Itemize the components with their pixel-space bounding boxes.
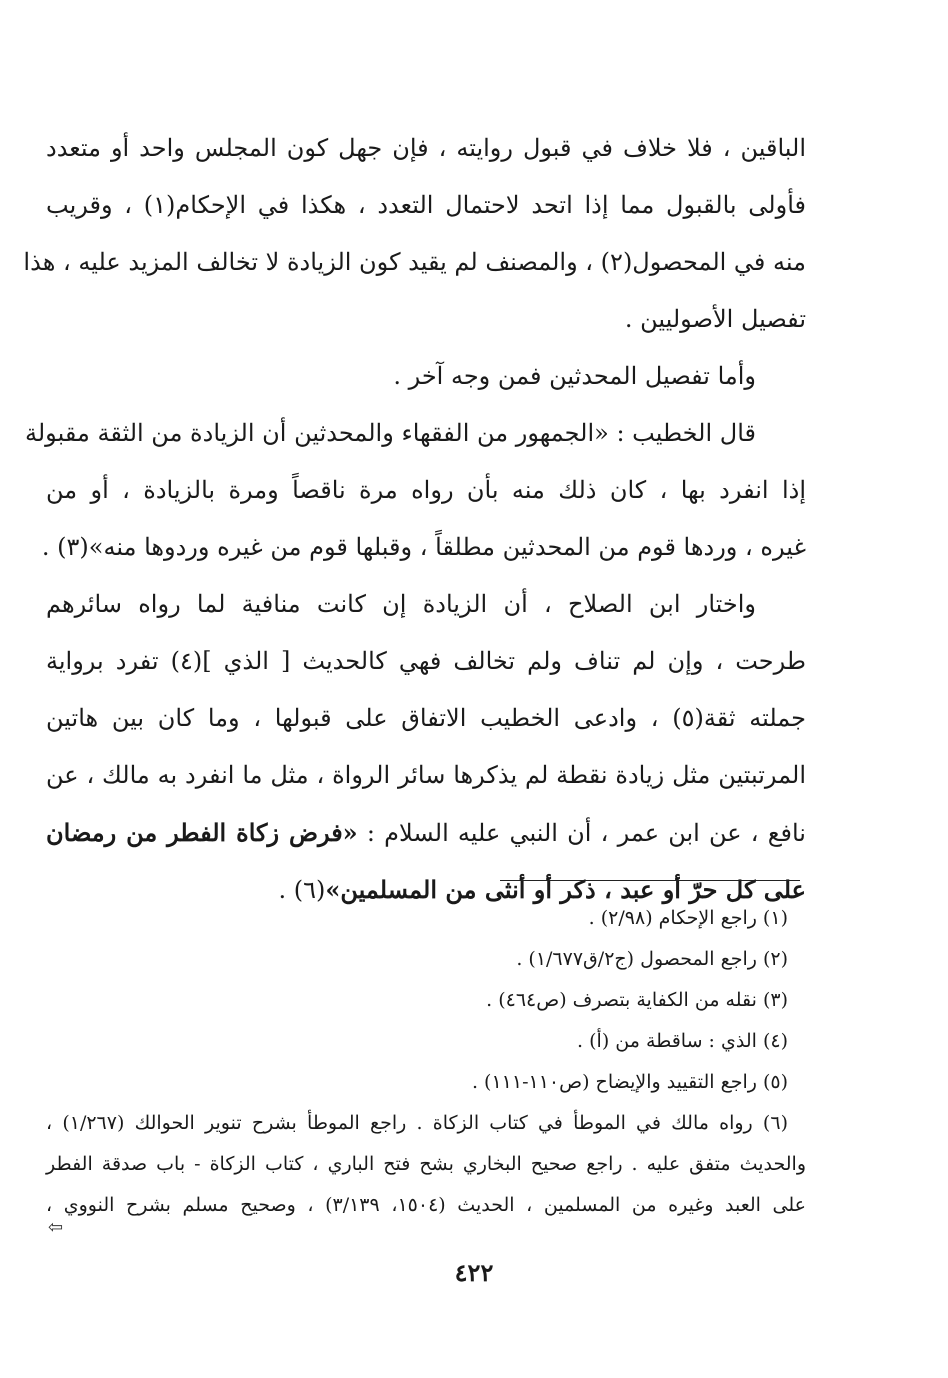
page-number: ٤٢٢ [454,1258,494,1287]
continuation-arrow-icon: ⇦ [48,1217,64,1238]
footnote-item: (٢) راجع المحصول (ج٢/ق١/٦٧٧) . [516,948,788,970]
text-line: فأولى بالقبول مما إذا اتحد لاحتمال التعدد ، هكذا في الإحكام(١) ، وقريب [46,191,806,219]
text-line: قال الخطيب : «الجمهور من الفقهاء والمحدثين أن الزيادة من الثقة مقبولة [25,419,756,447]
text-line: تفصيل الأصوليين . [624,305,806,333]
text-line: غيره ، وردها قوم من المحدثين مطلقاً ، وقبلها قوم من غيره وردوها منه»(٣) . [41,533,806,561]
text-line: جملته ثقة(٥) ، وادعى الخطيب الاتفاق على قبولها ، وما كان بين هاتين [46,704,806,732]
text-line [46,804,806,861]
text-line: المرتبتين مثل زيادة نقطة لم يذكرها سائر الرواة ، مثل ما انفرد به مالك ، عن [46,761,806,789]
text-line: إذا انفرد بها ، كان ذلك منه بأن رواه مرة ناقصاً ومرة بالزيادة ، أو من [46,476,806,504]
footnote-continuation: والحديث متفق عليه . راجع صحيح البخاري بشح فتح الباري ، كتاب الزكاة - باب صدقة الفطر [46,1153,806,1175]
footnote-reference: (٦) . [278,876,326,904]
main-text [23,120,806,918]
text-line: الباقين ، فلا خلاف في قبول روايته ، فإن جهل كون المجلس واحد أو متعدد [46,134,806,162]
footnotes [46,898,806,1226]
footnote-item: (١) راجع الإحكام (٢/٩٨) . [588,907,788,929]
footnote-item: (٥) راجع التقييد والإيضاح (ص١١٠-١١١) . [471,1071,788,1093]
text-line: واختار ابن الصلاح ، أن الزيادة إن كانت منافية لما رواه سائرهم [46,590,756,618]
text-segment: نافع ، عن ابن عمر ، أن النبي عليه السلام : [357,819,806,847]
footnote-item: (٣) نقله من الكفاية بتصرف (ص٤٦٤) . [486,989,788,1011]
hadith-quote-bold: «فرض زكاة الفطر من رمضان [46,818,358,847]
text-line: طرحت ، وإن لم تناف ولم تخالف فهي كالحديث [ الذي ](٤) تفرد برواية [46,647,806,675]
footnote-item: (٦) رواه مالك في الموطأ في كتاب الزكاة . راجع الموطأ بشرح تنوير الحوالك (١/٢٦٧) ، [46,1112,788,1134]
footnote-separator [500,880,800,881]
hadith-quote-bold: على كل حرّ أو عبد ، ذكر أو أنثى من المسلمين» [325,875,806,904]
footnote-continuation: على العبد وغيره من المسلمين ، الحديث (١٥٠٤، ٣/١٣٩) ، وصحيح مسلم بشرح النووي ، [46,1194,807,1216]
text-line: وأما تفصيل المحدثين فمن وجه آخر . [393,362,756,390]
footnote-item: (٤) الذي : ساقطة من (أ) . [577,1030,788,1052]
text-line: منه في المحصول(٢) ، والمصنف لم يقيد كون الزيادة لا تخالف المزيد عليه ، هذا [23,248,806,276]
